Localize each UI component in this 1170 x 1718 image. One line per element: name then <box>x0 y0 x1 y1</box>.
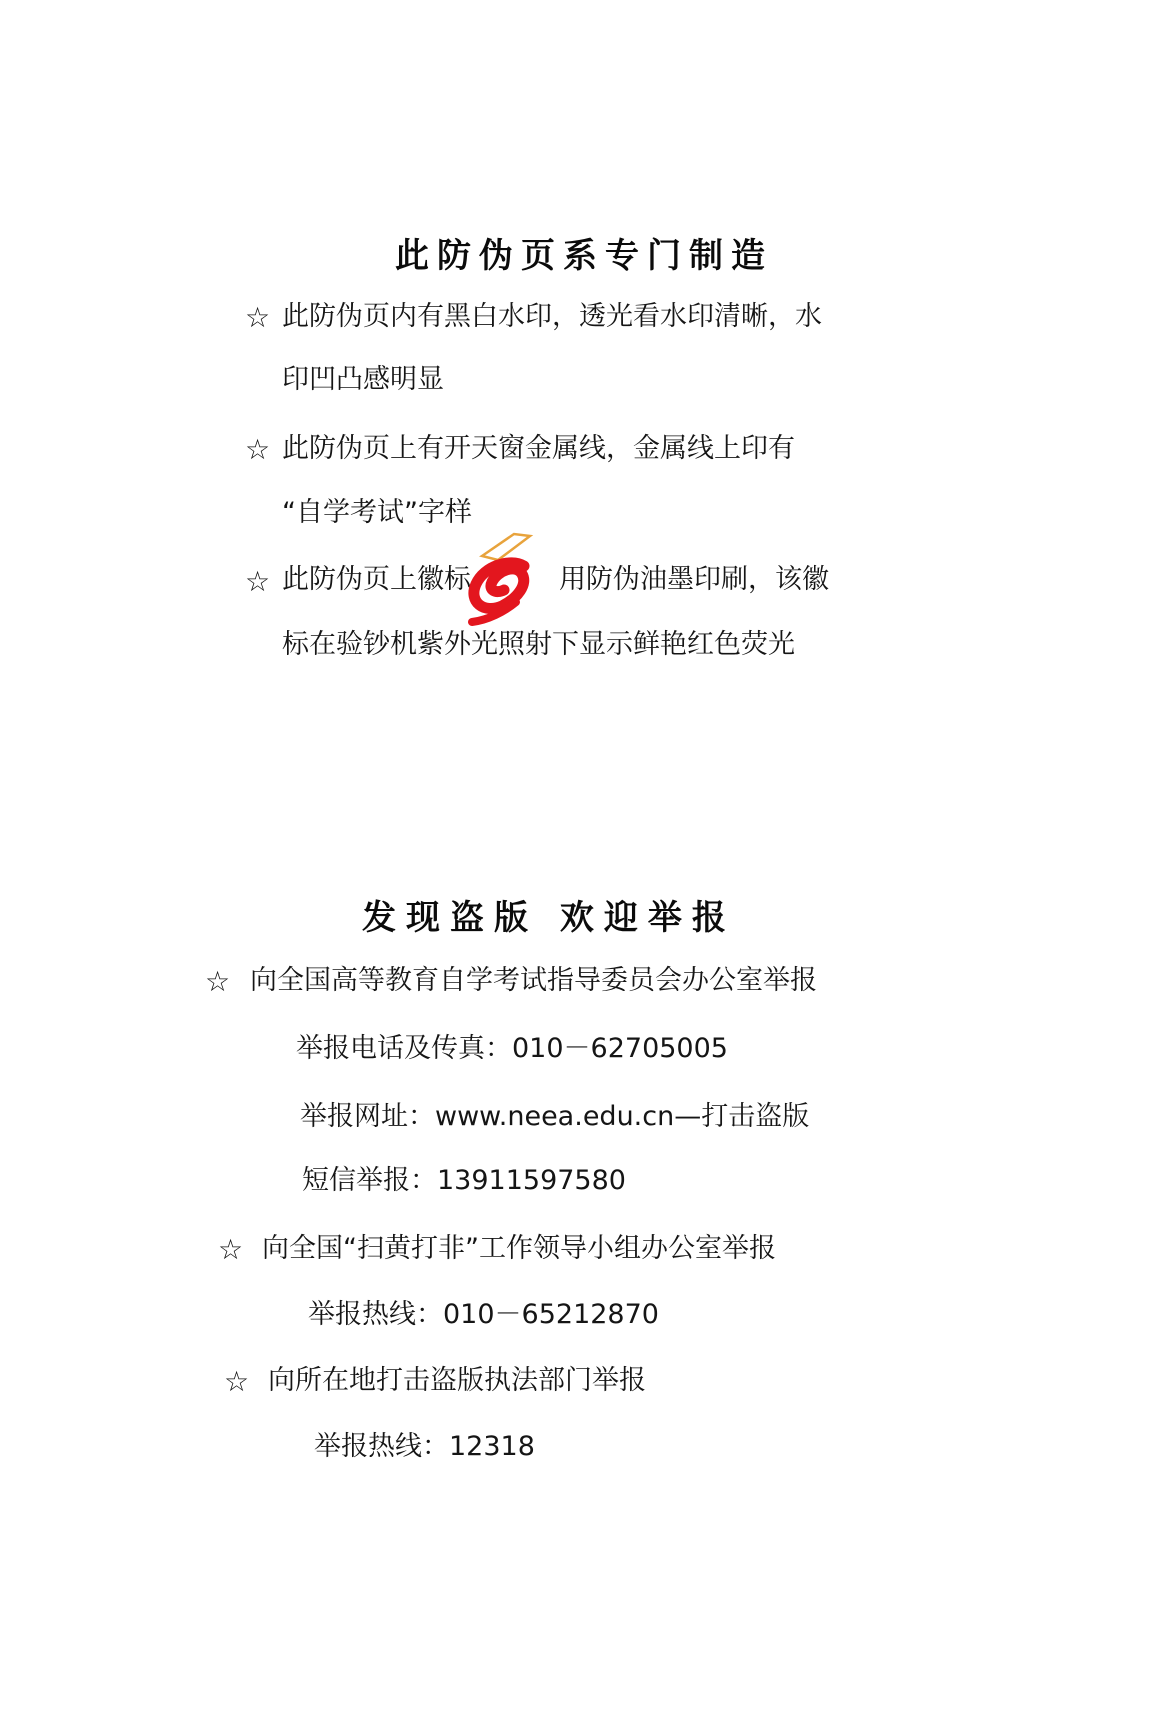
report-website: 举报网址：www.neea.edu.cn—打击盗版 <box>300 1101 810 1132</box>
star-icon: ☆ <box>245 301 271 334</box>
emblem-line-1-before: 此防伪页上徽标 <box>282 564 471 595</box>
metal-thread-line-1: 此防伪页上有开天窗金属线，金属线上印有 <box>282 433 795 464</box>
watermark-line-2: 印凹凸感明显 <box>282 364 444 395</box>
self-study-exam-emblem <box>464 532 542 628</box>
star-icon: ☆ <box>245 565 271 598</box>
star-icon: ☆ <box>245 433 271 466</box>
report-office-3-heading: 向所在地打击盗版执法部门举报 <box>268 1365 646 1396</box>
report-hotline-1: 举报热线：010－65212870 <box>308 1299 659 1330</box>
star-icon: ☆ <box>205 965 231 998</box>
emblem-line-2: 标在验钞机紫外光照射下显示鲜艳红色荧光 <box>282 629 795 660</box>
star-icon: ☆ <box>224 1365 250 1398</box>
report-phone-fax: 举报电话及传真：010－62705005 <box>296 1033 728 1064</box>
emblem-line-1-after: 用防伪油墨印刷，该徽 <box>559 564 829 595</box>
watermark-line-1: 此防伪页内有黑白水印，透光看水印清晰，水 <box>282 301 822 332</box>
report-office-1-heading: 向全国高等教育自学考试指导委员会办公室举报 <box>250 965 817 996</box>
emblem-line-1 <box>282 565 829 595</box>
report-piracy-title: 发现盗版 欢迎举报 <box>362 898 736 938</box>
star-icon: ☆ <box>218 1233 244 1266</box>
anti-counterfeit-title: 此防伪页系专门制造 <box>395 236 773 276</box>
metal-thread-line-2: “自学考试”字样 <box>282 497 472 528</box>
report-sms: 短信举报：13911597580 <box>302 1165 626 1196</box>
report-hotline-2: 举报热线：12318 <box>314 1431 535 1462</box>
report-office-2-heading: 向全国“扫黄打非”工作领导小组办公室举报 <box>262 1233 776 1264</box>
